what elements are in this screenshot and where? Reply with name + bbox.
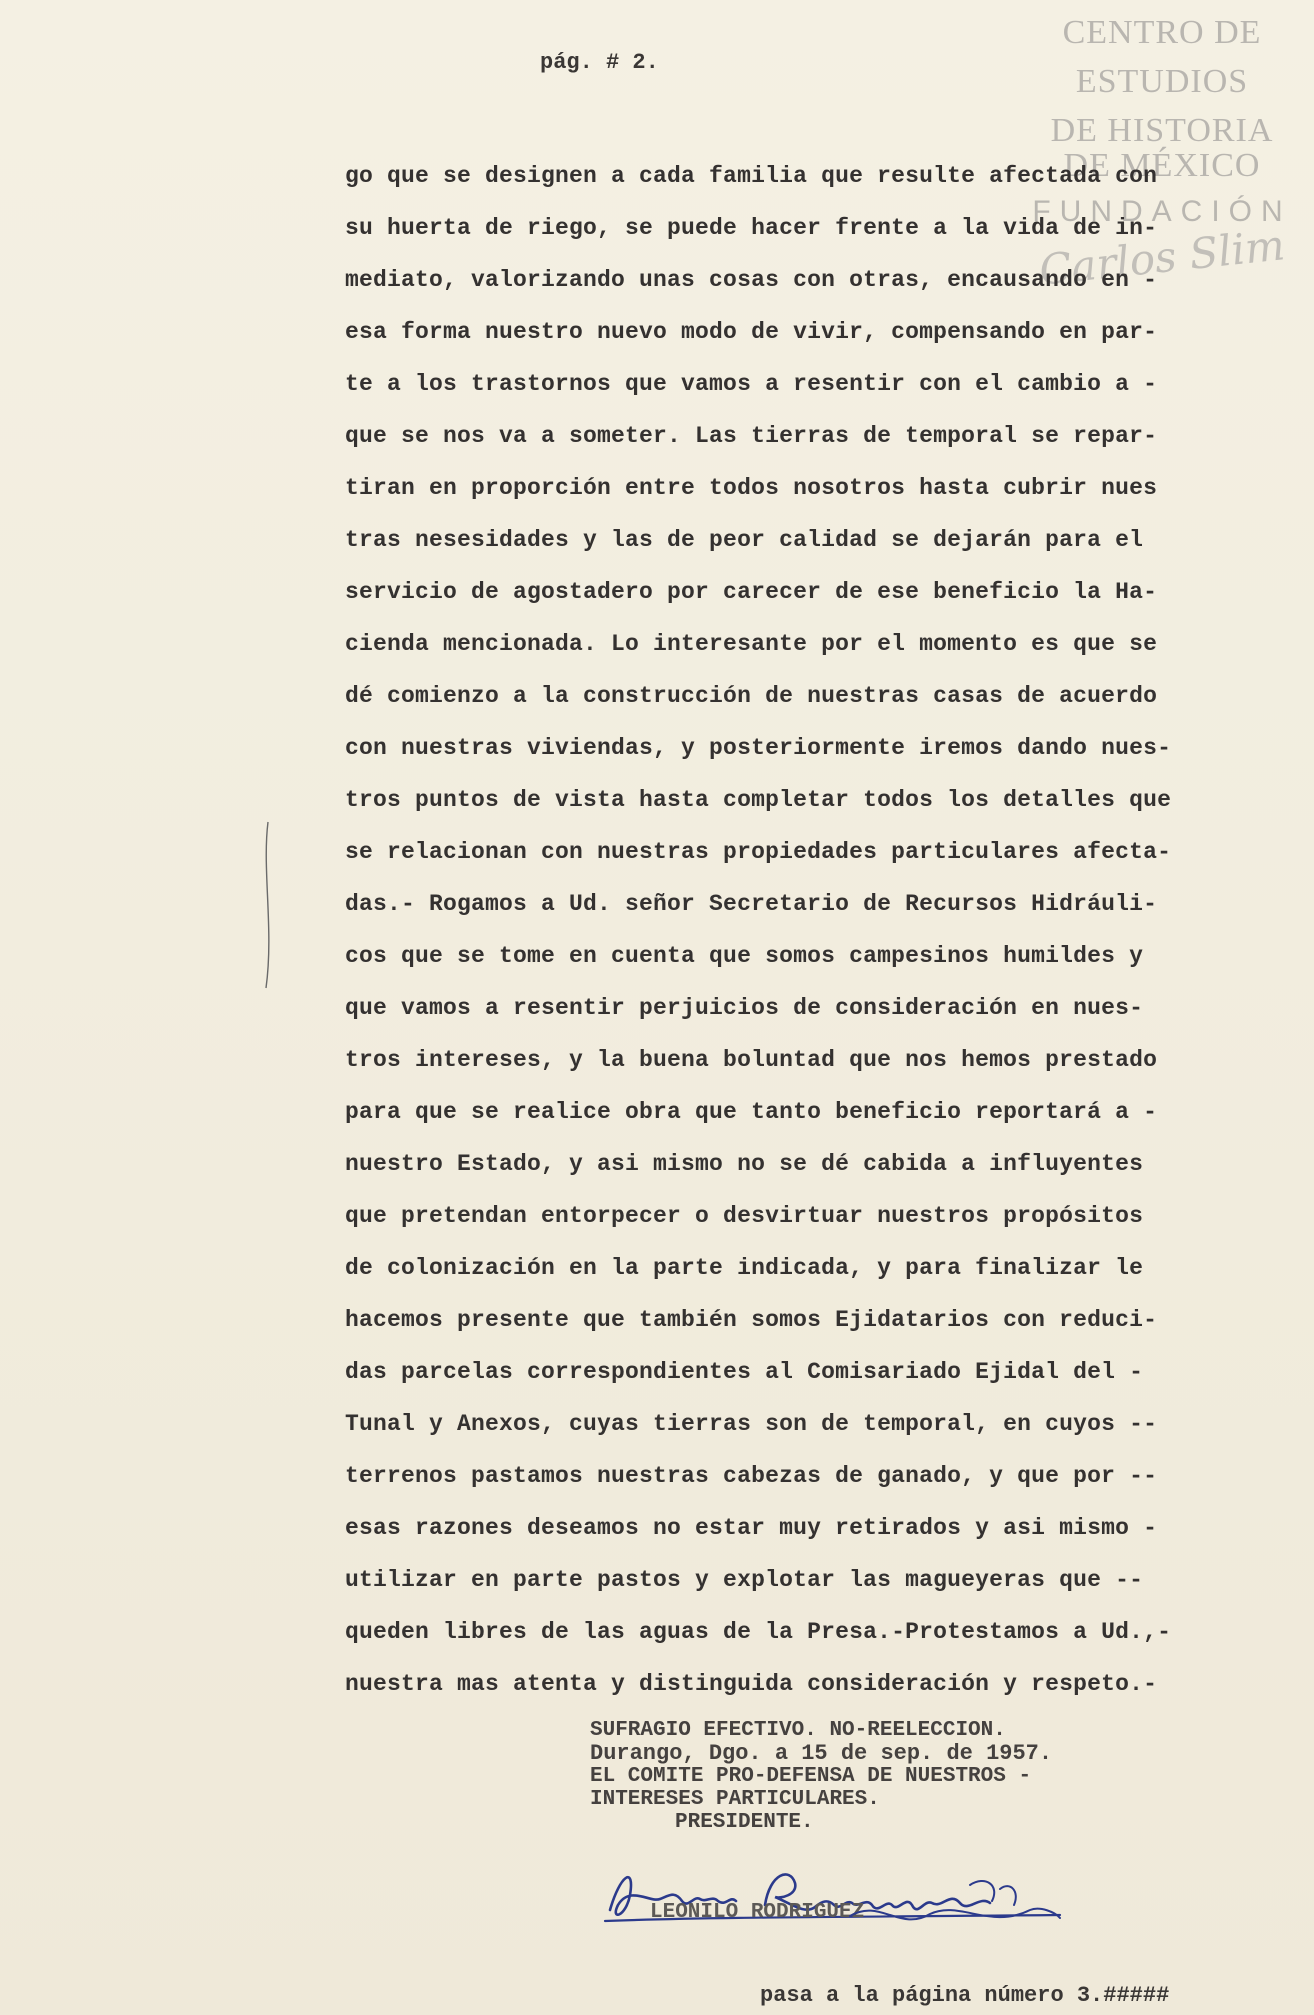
- watermark-line: ESTUDIOS: [1075, 63, 1249, 100]
- body-line: mediato, valorizando unas cosas con otras, encausando en -: [345, 267, 1158, 293]
- closing-committee-line-1: EL COMITE PRO-DEFENSA DE NUESTROS -: [590, 1765, 1032, 1788]
- body-line: con nuestras viviendas, y posteriormente iremos dando nues-: [345, 735, 1172, 761]
- closing-place-date: Durango, Dgo. a 15 de sep. de 1957.: [590, 1741, 1053, 1766]
- body-line: tras nesesidades y las de peor calidad se dejarán para el: [345, 527, 1144, 553]
- signature-flourish: [840, 1896, 1070, 1936]
- body-line: go que se designen a cada familia que resulte afectada con: [345, 163, 1158, 189]
- margin-pencil-mark: [258, 820, 278, 990]
- body-line: das.- Rogamos a Ud. señor Secretario de Recursos Hidráuli-: [345, 891, 1158, 917]
- body-line: que vamos a resentir perjuicios de consideración en nues-: [345, 995, 1144, 1021]
- body-line: te a los trastornos que vamos a resentir con el cambio a -: [345, 371, 1158, 397]
- body-line: de colonización en la parte indicada, y para finalizar le: [345, 1255, 1144, 1281]
- body-line: tros puntos de vista hasta completar todos los detalles que: [345, 787, 1172, 813]
- body-line: nuestra mas atenta y distinguida consideración y respeto.-: [345, 1671, 1158, 1697]
- body-line: esa forma nuestro nuevo modo de vivir, compensando en par-: [345, 319, 1158, 345]
- body-line: tros intereses, y la buena boluntad que nos hemos prestado: [345, 1047, 1158, 1073]
- watermark-line: CENTRO DE: [1062, 14, 1262, 51]
- body-line: utilizar en parte pastos y explotar las magueyeras que --: [345, 1567, 1144, 1593]
- watermark-line: DE MÉXICO: [1063, 147, 1261, 184]
- body-line: se relacionan con nuestras propiedades particulares afecta-: [345, 839, 1172, 865]
- body-line: dé comienzo a la construcción de nuestras casas de acuerdo: [345, 683, 1158, 709]
- body-line: das parcelas correspondientes al Comisariado Ejidal del -: [345, 1359, 1144, 1385]
- body-line: servicio de agostadero por carecer de ese beneficio la Ha-: [345, 579, 1158, 605]
- body-line: hacemos presente que también somos Ejidatarios con reduci-: [345, 1307, 1158, 1333]
- watermark-line: DE HISTORIA: [1050, 112, 1274, 149]
- body-line: esas razones deseamos no estar muy retirados y asi mismo -: [345, 1515, 1158, 1541]
- body-line: cos que se tome en cuenta que somos campesinos humildes y: [345, 943, 1144, 969]
- closing-motto: SUFRAGIO EFECTIVO. NO-REELECCION.: [590, 1719, 1006, 1742]
- body-line: cienda mencionada. Lo interesante por el momento es que se: [345, 631, 1158, 657]
- body-line: su huerta de riego, se puede hacer frente a la vida de in-: [345, 215, 1158, 241]
- watermark-signature: Carlos Slim: [1036, 220, 1288, 295]
- body-line: terrenos pastamos nuestras cabezas de ganado, y que por --: [345, 1463, 1158, 1489]
- closing-role: PRESIDENTE.: [675, 1811, 814, 1834]
- typed-signatory-name: LEONILO RODRIGUEZ: [650, 1901, 865, 1924]
- body-line: queden libres de las aguas de la Presa.-Protestamos a Ud.,-: [345, 1619, 1172, 1645]
- body-line: que pretendan entorpecer o desvirtuar nuestros propósitos: [345, 1203, 1144, 1229]
- body-line: nuestro Estado, y asi mismo no se dé cabida a influyentes: [345, 1151, 1144, 1177]
- letter-body: [345, 150, 1275, 1710]
- page-continuation-note: pasa a la página número 3.#####: [760, 1983, 1170, 2008]
- body-line: para que se realice obra que tanto beneficio reportará a -: [345, 1099, 1158, 1125]
- body-line: tiran en proporción entre todos nosotros hasta cubrir nues: [345, 475, 1158, 501]
- body-line: Tunal y Anexos, cuyas tierras son de temporal, en cuyos --: [345, 1411, 1158, 1437]
- closing-committee-line-2: INTERESES PARTICULARES.: [590, 1788, 880, 1811]
- watermark-foundation: FUNDACIÓN: [1032, 195, 1292, 228]
- body-line: que se nos va a someter. Las tierras de temporal se repar-: [345, 423, 1158, 449]
- page-number: pág. # 2.: [540, 50, 659, 75]
